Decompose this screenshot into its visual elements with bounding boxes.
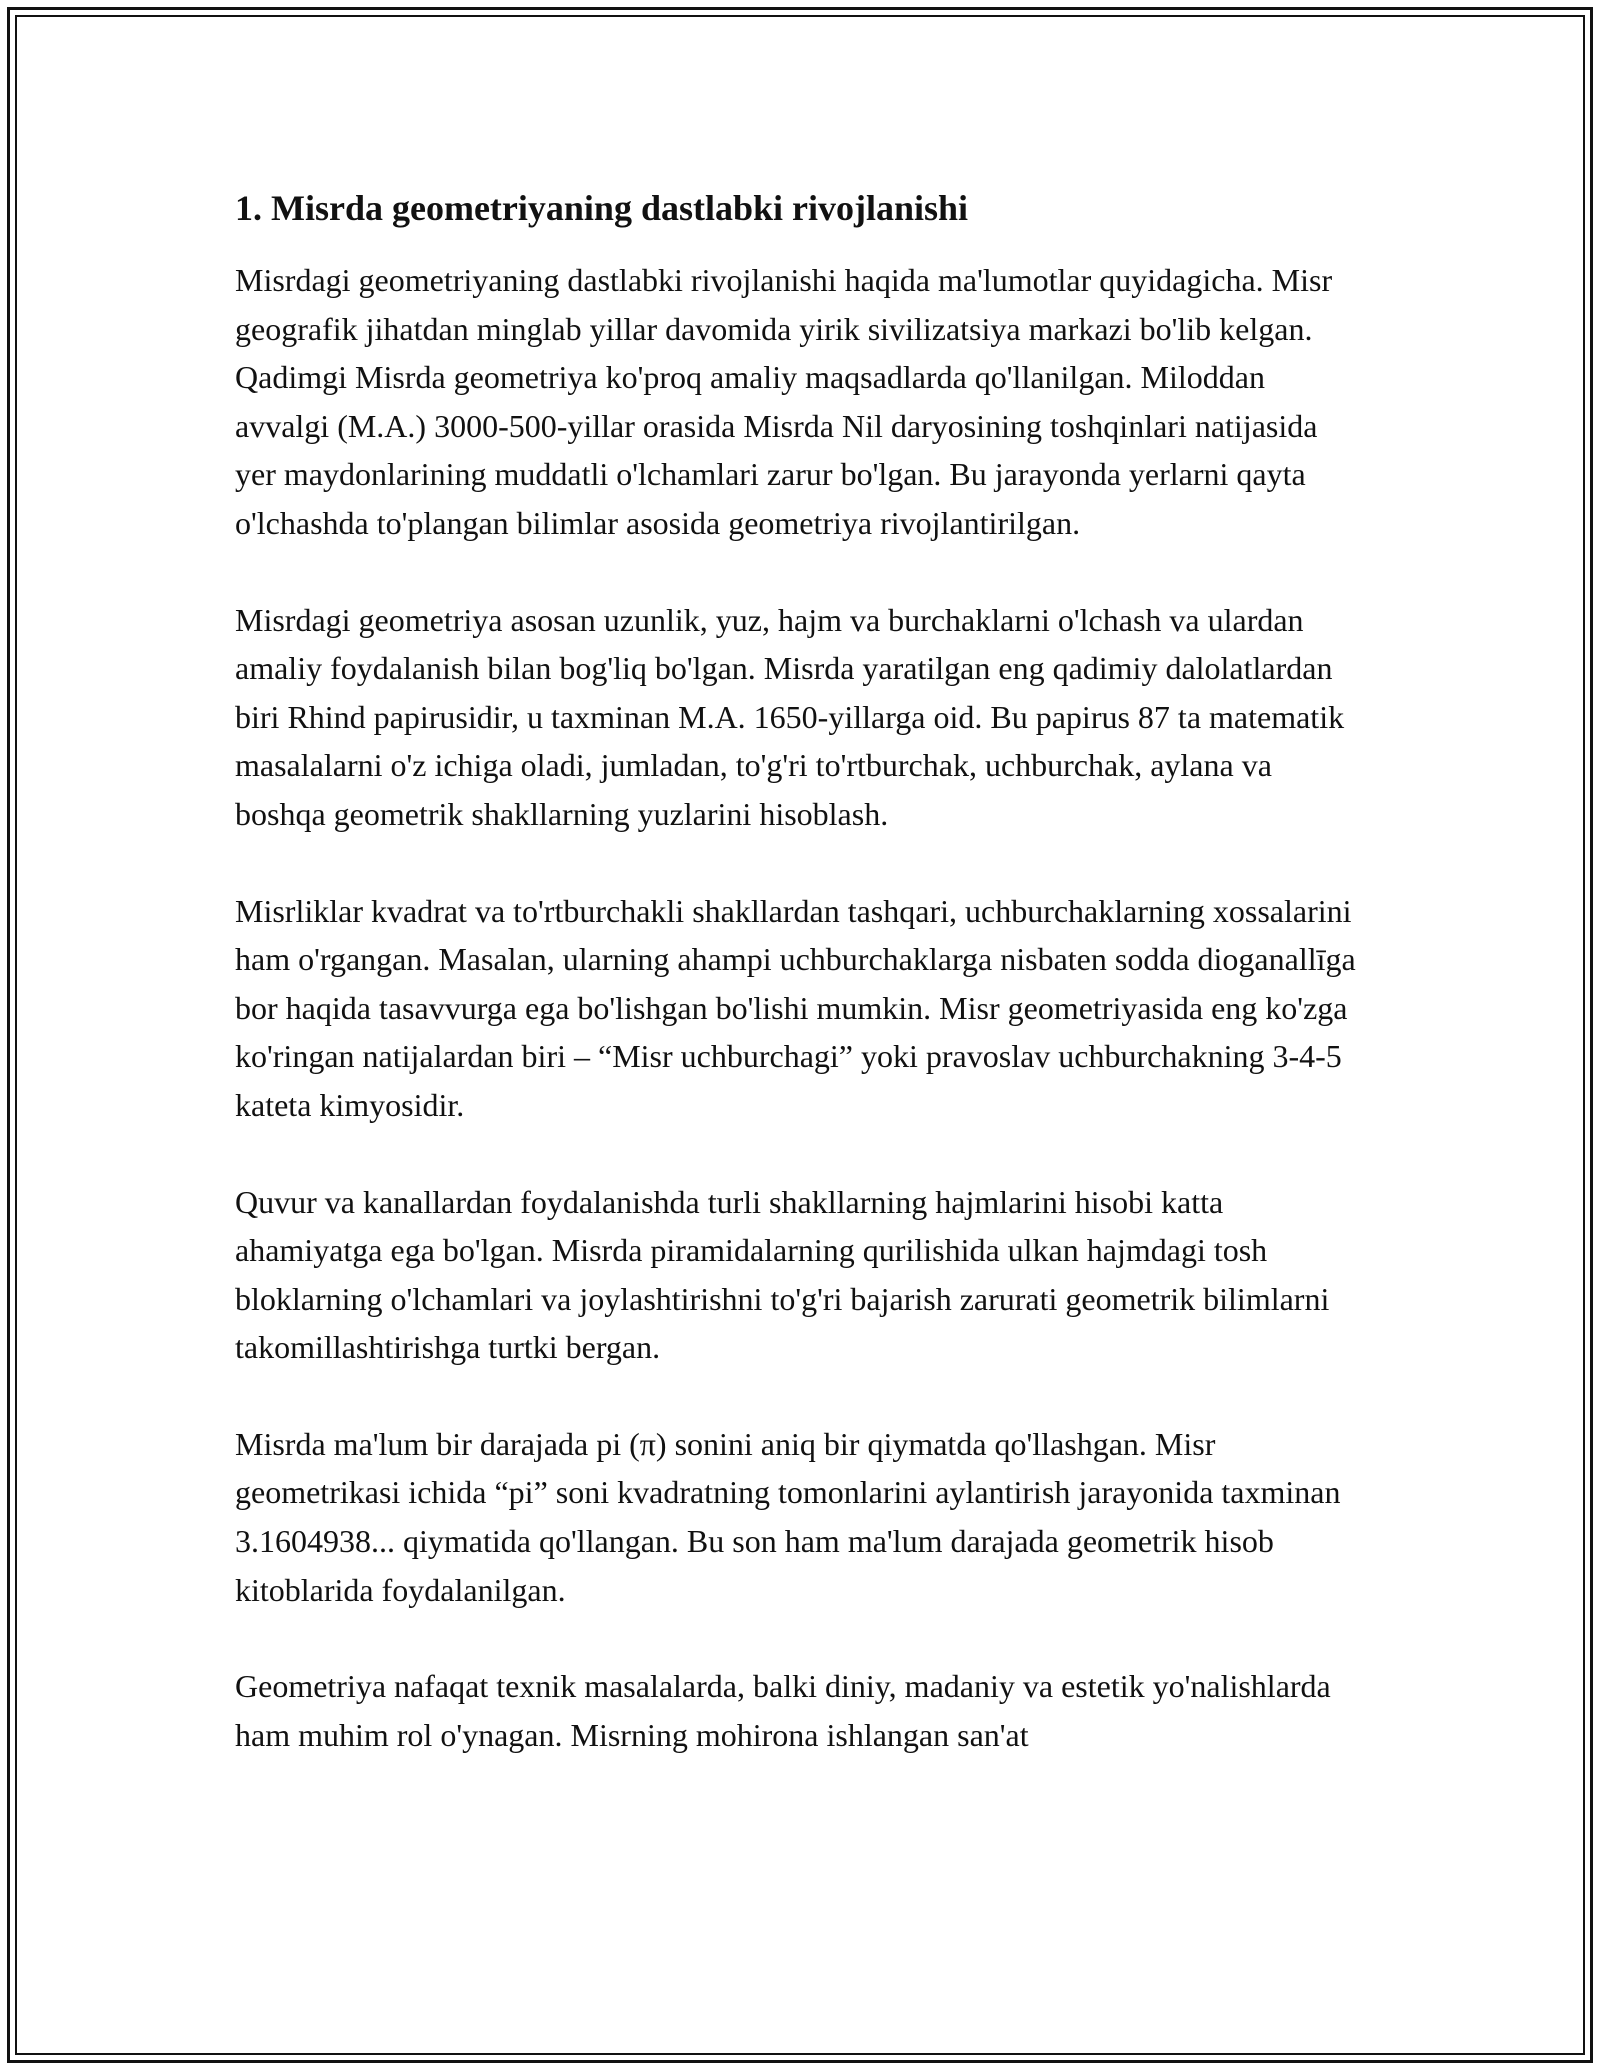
document-body (235, 186, 1365, 1807)
section-heading: 1. Misrda geometriyaning dastlabki rivojlanishi (235, 188, 969, 228)
paragraph-1: Misrdagi geometriyaning dastlabki rivojlanishi haqida ma'lumotlar quyidagicha. Misr geografik jihatdan minglab yillar davomida yirik sivilizatsiya markazi bo'lib kelgan. Qadimgi Misrda geometriya ko'proq amaliy maqsadlarda qo'llanilgan. Miloddan avvalgi (M.A.) 3000-500-yillar orasida Misrda Nil daryosining toshqinlari natijasida yer maydonlarining muddatli o'lchamlari zarur bo'lgan. Bu jarayonda yerlarni qayta o'lchashda to'plangan bilimlar asosida geometriya rivojlantirilgan. (235, 262, 1333, 541)
paragraph-2: Misrdagi geometriya asosan uzunlik, yuz, hajm va burchaklarni o'lchash va ulardan amaliy foydalanish bilan bog'liq bo'lgan. Misrda yaratilgan eng qadimiy dalolatlardan biri Rhind papirusidir, u taxminan M.A. 1650-yillarga oid. Bu papirus 87 ta matematik masalalarni o'z ichiga oladi, jumladan, to'g'ri to'rtburchak, uchburchak, aylana va boshqa geometrik shakllarning yuzlarini hisoblash. (235, 601, 1345, 832)
paragraph-5: Misrda ma'lum bir darajada pi (π) sonini aniq bir qiymatda qo'llashgan. Misr geometrikasi ichida “pi” soni kvadratning tomonlarini aylantirish jarayonida taxminan 3.1604938... qiymatida qo'llangan. Bu son ham ma'lum darajada geometrik hisob kitoblarida foydalanilgan. (235, 1425, 1341, 1608)
paragraph-3: Misrliklar kvadrat va to'rtburchakli shakllardan tashqari, uchburchaklarning xossalarini ham o'rgangan. Masalan, ularning ahampi uchburchaklarga nisbaten sodda dioganallīga bor haqida tasavvurga ega bo'lishgan bo'lishi mumkin. Misr geometriyasida eng ko'zga ko'ringan natijalardan biri – “Misr uchburchagi” yoki pravoslav uchburchakning 3-4-5 kateta kimyosidir. (235, 892, 1356, 1123)
paragraph-6: Geometriya nafaqat texnik masalalarda, balki diniy, madaniy va estetik yo'nalishlarda ham muhim rol o'ynagan. Misrning mohirona ishlangan san'at (235, 1668, 1331, 1753)
paragraph-4: Quvur va kanallardan foydalanishda turli shakllarning hajmlarini hisobi katta ahamiyatga ega bo'lgan. Misrda piramidalarning qurilishida ulkan hajmdagi tosh bloklarning o'lchamlari va joylashtirishni to'g'ri bajarish zarurati geometrik bilimlarni takomillashtirishga turtki bergan. (235, 1183, 1330, 1366)
